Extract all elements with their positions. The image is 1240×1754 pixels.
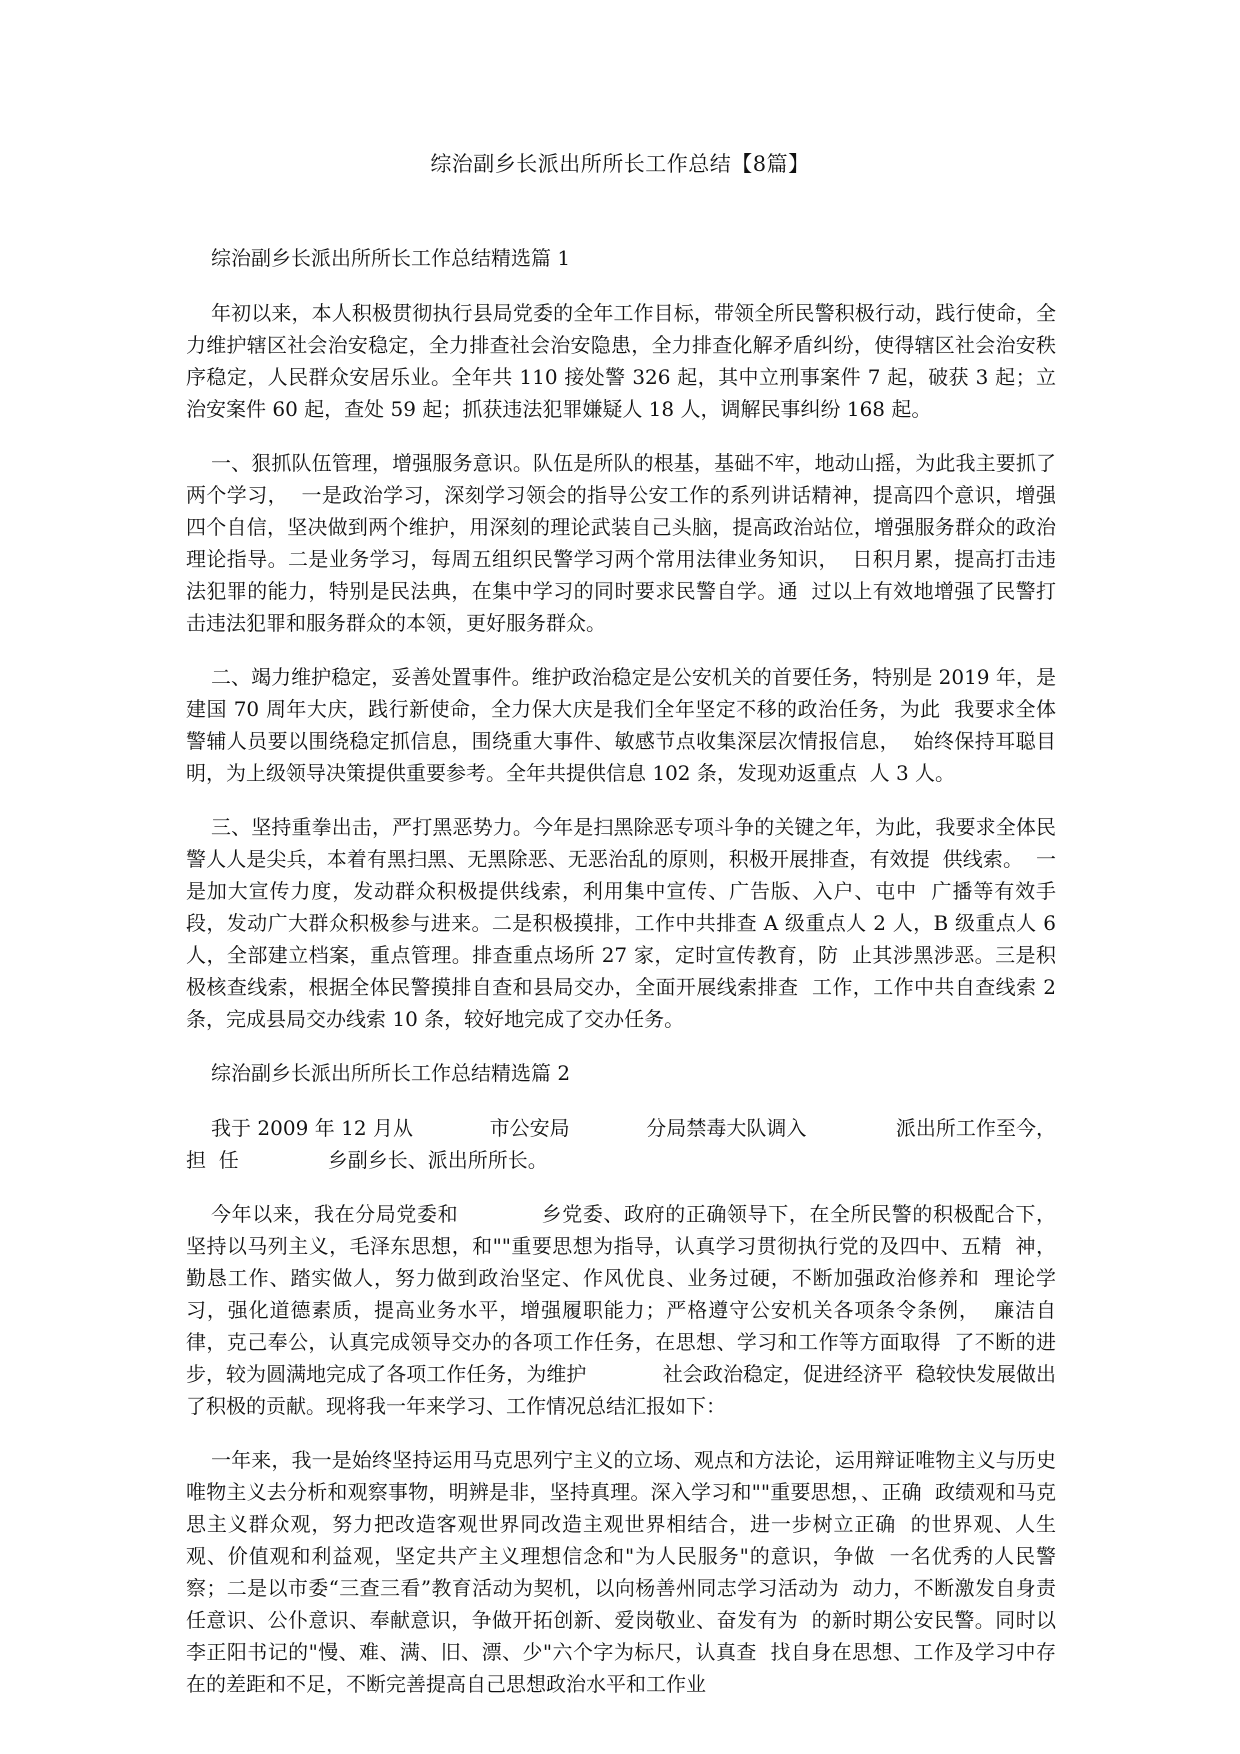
paragraph: 一年来，我一是始终坚持运用马克思列宁主义的立场、观点和方法论，运用辩证唯物主义与历史唯物主义去分析和观察事物，明辨是非，坚持真理。深入学习和""重要思想，、正确 政绩观和马克思主义群众观，努力把改造客观世界同改造主观世界相结合，进一步树立正确 的世界观、人生观、价值观和利益观，坚定共产主义理想信念和"为人民服务"的意识，争做 一名优秀的人民警察；二是以市委“三查三看”教育活动为契机，以向杨善州同志学习活动为 动力，不断激发自身责任意识、公仆意识、奉献意识，争做开拓创新、爱岗敬业、奋发有为 的新时期公安民警。同时以李正阳书记的"慢、难、满、旧、漂、少"六个字为标尺，认真查 找自身在思想、工作及学习中存在的差距和不足，不断完善提高自己思想政治水平和工作业 <box>186 1448 1056 1696</box>
section-heading: 综治副乡长派出所所长工作总结精选篇 2 <box>211 1061 571 1085</box>
paragraph: 我于 2009 年 12 月从 市公安局 分局禁毒大队调入 派出所工作至今，担 任 乡副乡长、派出所所长。 <box>186 1116 1056 1172</box>
document-body <box>186 242 1069 1722</box>
document-title: 综治副乡长派出所所长工作总结【8篇】 <box>430 152 810 176</box>
section-1 <box>186 242 1063 1035</box>
section-2 <box>186 1057 1069 1700</box>
paragraph: 三、坚持重拳出击，严打黑恶势力。今年是扫黑除恶专项斗争的关键之年，为此，我要求全体民警人人是尖兵，本着有黑扫黑、无黑除恶、无恶治乱的原则，积极开展排查，有效提 供线索。 一是加大宣传力度，发动群众积极提供线索，利用集中宣传、广告版、入户、屯中 广播等有效手段，发动广大群众积极参与进来。二是积极摸排，工作中共排查 A 级重点人 2 人，B 级重点人 6 人，全部建立档案，重点管理。排查重点场所 27 家，定时宣传教育，防 止其涉黑涉恶。三是积极核查线索，根据全体民警摸排自查和县局交办，全面开展线索排查 工作，工作中共自查线索 2 条，完成县局交办线索 10 条，较好地完成了交办任务。 <box>186 815 1063 1031</box>
paragraph: 一、狠抓队伍管理，增强服务意识。队伍是所队的根基，基础不牢，地动山摇，为此我主要抓了两个学习， 一是政治学习，深刻学习领会的指导公安工作的系列讲话精神，提高四个意识，增强四个自信，坚决做到两个维护，用深刻的理论武装自己头脑，提高政治站位，增强服务群众的政治理论指导。二是业务学习，每周五组织民警学习两个常用法律业务知识， 日积月累，提高打击违法犯罪的能力，特别是民法典，在集中学习的同时要求民警自学。通 过以上有效地增强了民警打击违法犯罪和服务群众的本领，更好服务群众。 <box>186 451 1056 635</box>
paragraph: 年初以来，本人积极贯彻执行县局党委的全年工作目标，带领全所民警积极行动，践行使命，全力维护辖区社会治安稳定，全力排查社会治安隐患，全力排查化解矛盾纠纷，使得辖区社会治安秩序稳定，人民群众安居乐业。全年共 110 接处警 326 起，其中立刑事案件 7 起，破获 3 起；立治安案件 60 起，查处 59 起；抓获违法犯罪嫌疑人 18 人，调解民事纠纷 168 起。 <box>186 301 1056 421</box>
section-heading: 综治副乡长派出所所长工作总结精选篇 1 <box>211 246 571 270</box>
paragraph: 今年以来，我在分局党委和 乡党委、政府的正确领导下，在全所民警的积极配合下， 坚持以马列主义，毛泽东思想，和""重要思想为指导，认真学习贯彻执行党的及四中、五精 神，勤恳工作、踏实做人，努力做到政治坚定、作风优良、业务过硬，不断加强政治修养和 理论学习，强化道德素质，提高业务水平，增强履职能力；严格遵守公安机关各项条令条例， 廉洁自律，克己奉公，认真完成领导交办的各项工作任务，在思想、学习和工作等方面取得 了不断的进步，较为圆满地完成了各项工作任务，为维护 社会政治稳定，促进经济平 稳较快发展做出了积极的贡献。现将我一年来学习、工作情况总结汇报如下： <box>186 1202 1069 1418</box>
paragraph: 二、竭力维护稳定，妥善处置事件。维护政治稳定是公安机关的首要任务，特别是 2019 年，是建国 70 周年大庆，践行新使命，全力保大庆是我们全年坚定不移的政治任务，为此 我要求全体警辅人员要以围绕稳定抓信息，围绕重大事件、敏感节点收集深层次情报信息， 始终保持耳聪目明，为上级领导决策提供重要参考。全年共提供信息 102 条，发现劝返重点 人 3 人。 <box>186 665 1056 785</box>
